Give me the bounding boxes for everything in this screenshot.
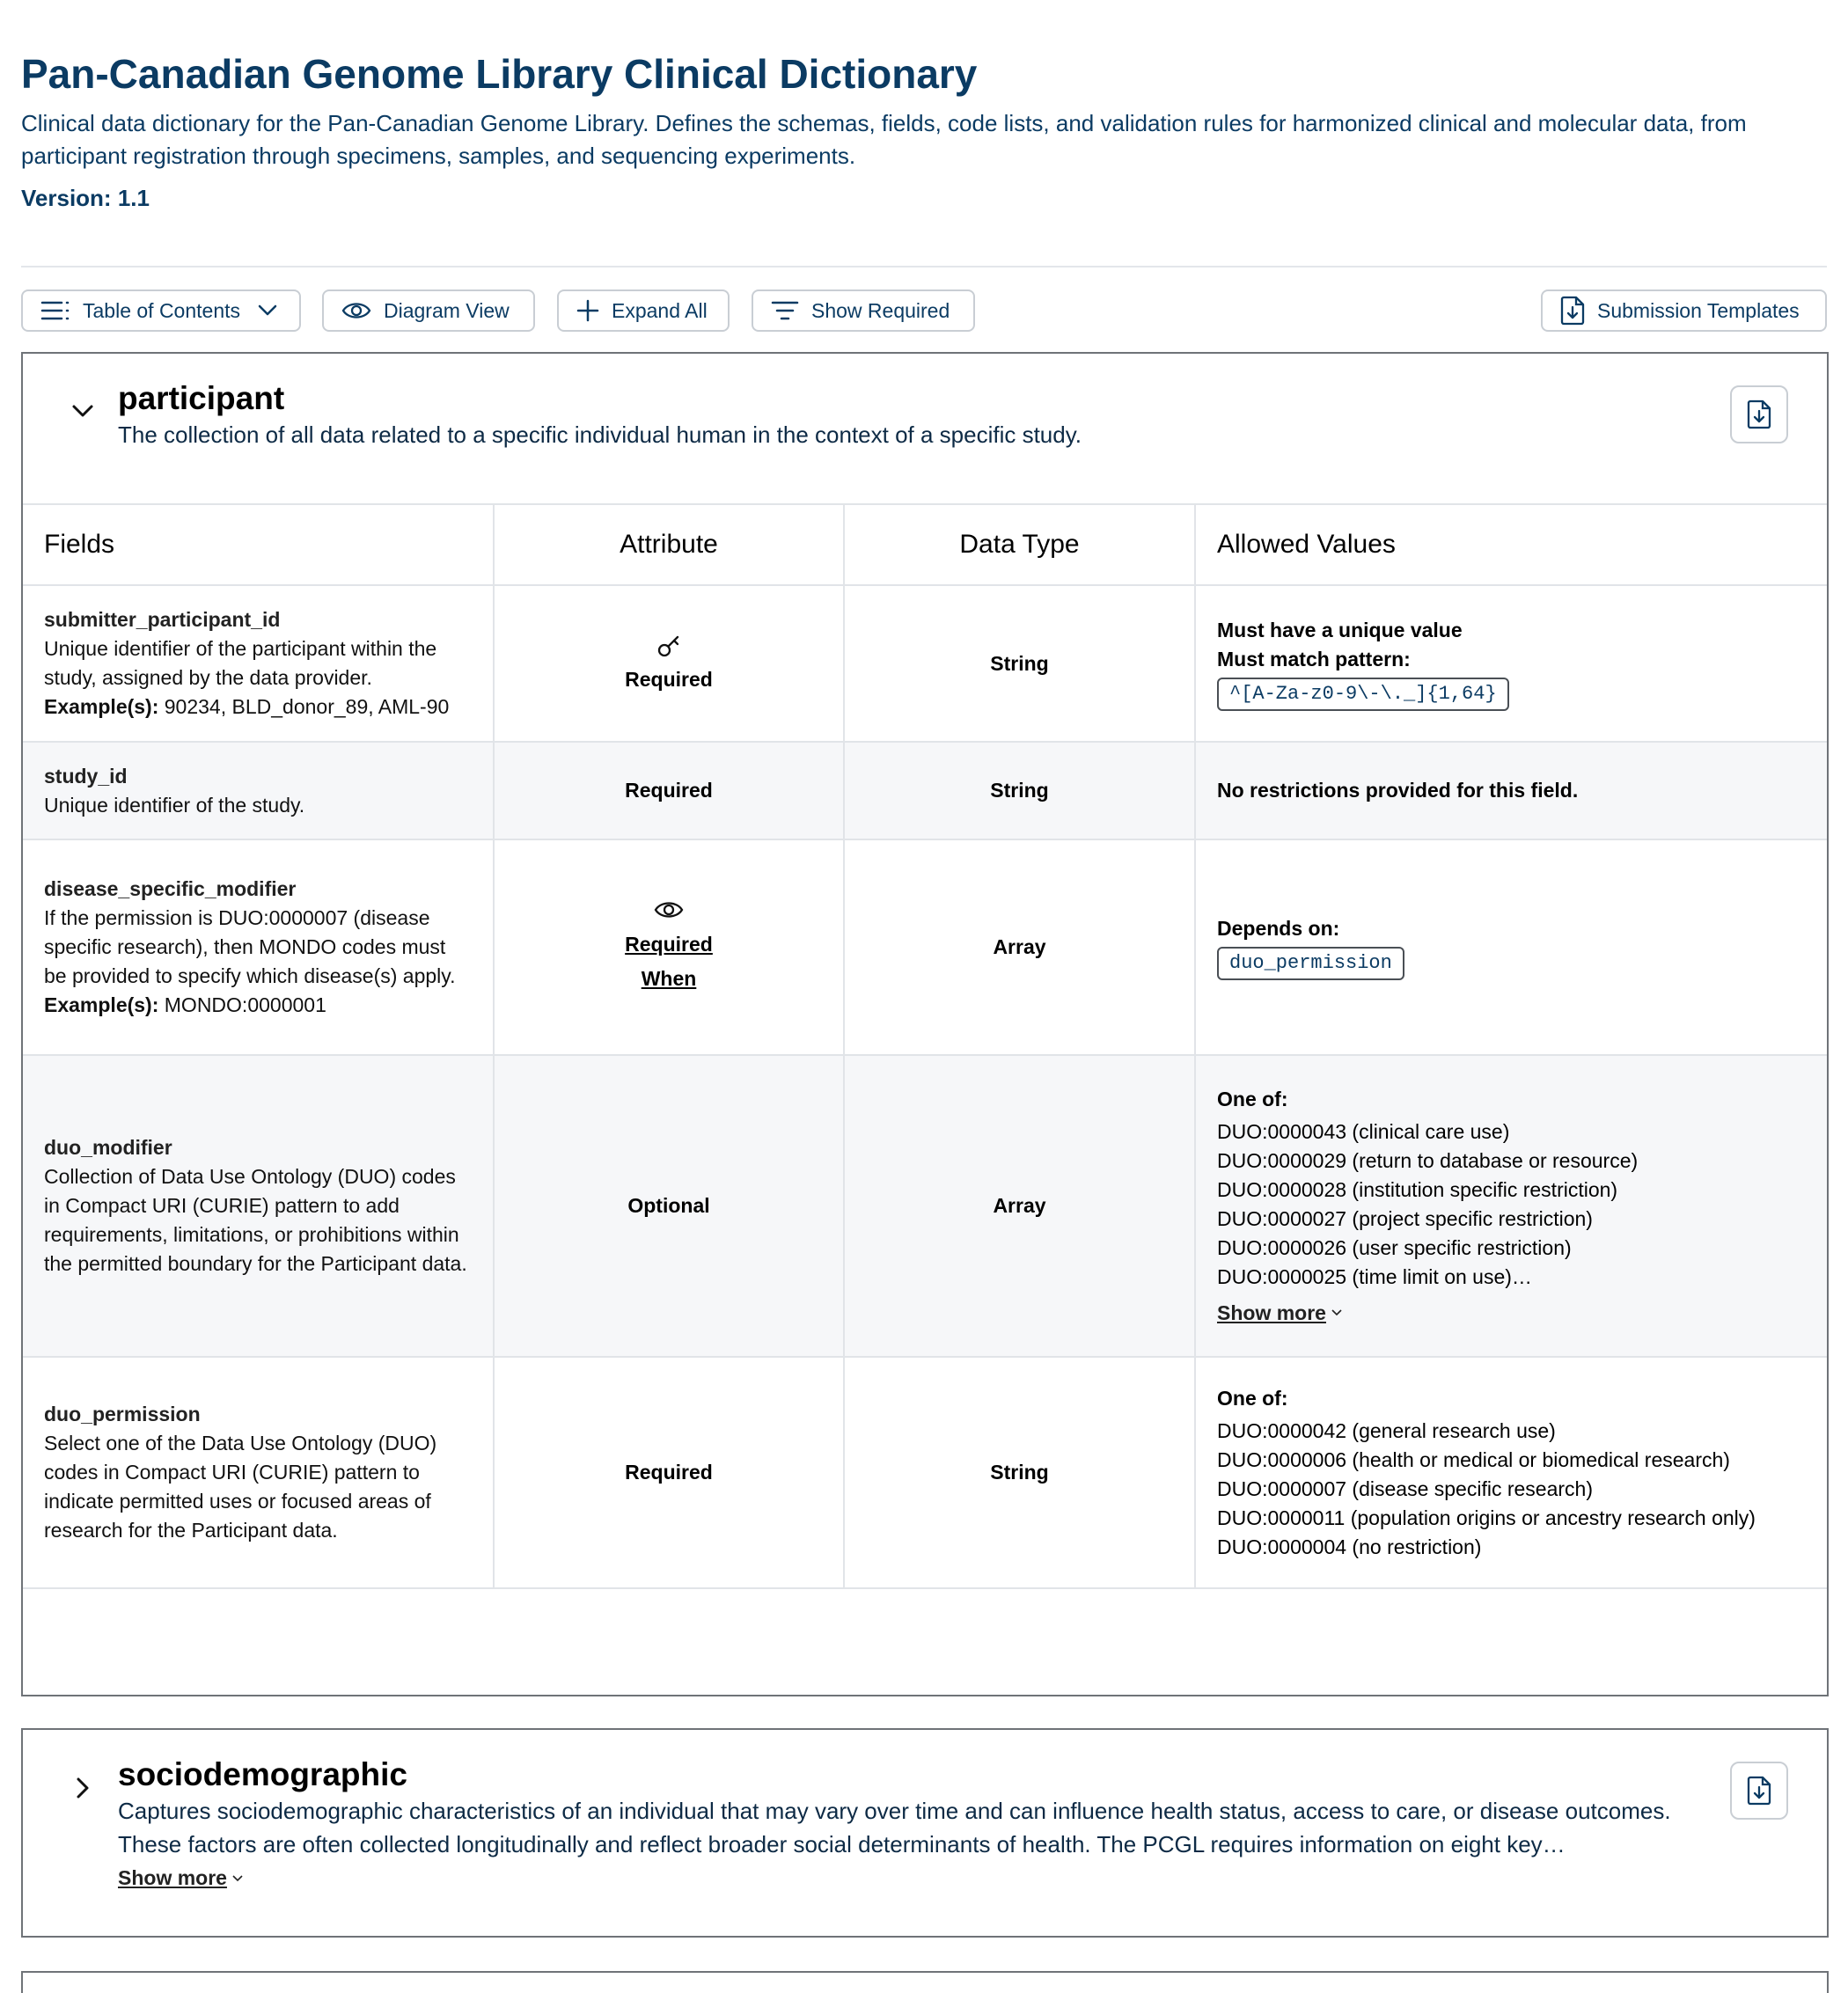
- field-name: study_id: [44, 764, 128, 788]
- attribute-cell: Required: [494, 742, 844, 839]
- section-header: [23, 354, 1827, 503]
- section-title[interactable]: sociodemographic: [118, 1756, 407, 1792]
- diagram-view-label: Diagram View: [384, 298, 510, 322]
- unique-restriction: Must have a unique value: [1217, 619, 1463, 641]
- depends-on-label: Depends on:: [1217, 917, 1340, 940]
- allowed-value: DUO:0000004 (no restriction): [1217, 1535, 1482, 1558]
- allowed-values-cell: [1195, 1055, 1827, 1357]
- column-header-data-type: Data Type: [844, 504, 1195, 585]
- one-of-label: One of:: [1217, 1386, 1288, 1410]
- expand-all-label: Expand All: [612, 298, 708, 322]
- allowed-value: DUO:0000006 (health or medical or biomedical research): [1217, 1447, 1730, 1471]
- allowed-values-cell: No restrictions provided for this field.: [1195, 742, 1827, 839]
- field-description: Unique identifier of the participant within the study, assigned by the data provider.: [44, 637, 437, 689]
- diagram-view-button[interactable]: [322, 289, 535, 332]
- page-title: Pan-Canadian Genome Library Clinical Dictionary: [21, 51, 978, 97]
- data-type-cell: String: [844, 1357, 1195, 1588]
- expand-all-button[interactable]: [557, 289, 730, 332]
- list-icon: [40, 299, 70, 322]
- field-description: Select one of the Data Use Ontology (DUO) codes in Compact URI (CURIE) pattern to indicate permitted uses or focused areas of research for the Participant data.: [44, 1432, 437, 1542]
- page-description: Clinical data dictionary for the Pan-Canadian Genome Library. Defines the schemas, fields, code lists, and validation rules for harmonized clinical and molecular data, from participant registration through specimens, samples, and sequencing experiments.: [21, 110, 1747, 169]
- filter-icon: [771, 300, 799, 321]
- data-type-cell: Array: [844, 839, 1195, 1055]
- table-row: [23, 839, 1827, 1055]
- key-icon: [656, 634, 682, 660]
- file-download-icon: [1560, 296, 1585, 326]
- eye-icon: [341, 300, 371, 321]
- attribute-cell: [494, 585, 844, 742]
- page-header: [21, 49, 1827, 212]
- field-cell: [23, 742, 494, 839]
- section-description: The collection of all data related to a specific individual human in the context of a specific study.: [118, 421, 1082, 448]
- download-template-button[interactable]: [1730, 385, 1788, 443]
- toc-label: Table of Contents: [83, 298, 241, 322]
- field-description: Unique identifier of the study.: [44, 793, 305, 817]
- file-download-icon: [1747, 399, 1771, 429]
- table-row: [23, 1055, 1827, 1357]
- regex-pattern: ^[A-Za-z0-9\-\._]{1,64}: [1217, 678, 1509, 711]
- required-when-link[interactable]: Required When: [625, 932, 713, 990]
- file-download-icon: [1747, 1776, 1771, 1806]
- table-of-contents-button[interactable]: [21, 289, 301, 332]
- chevron-down-icon[interactable]: [67, 396, 99, 428]
- field-name: disease_specific_modifier: [44, 877, 297, 900]
- allowed-value: DUO:0000029 (return to database or resource): [1217, 1148, 1639, 1172]
- allowed-value: DUO:0000028 (institution specific restriction): [1217, 1177, 1618, 1201]
- one-of-label: One of:: [1217, 1087, 1288, 1110]
- allowed-value: DUO:0000043 (clinical care use): [1217, 1119, 1510, 1143]
- allowed-values-cell: [1195, 1357, 1827, 1588]
- show-more-link[interactable]: Show more: [118, 1866, 243, 1890]
- submission-templates-label: Submission Templates: [1597, 298, 1800, 322]
- show-required-button[interactable]: [752, 289, 975, 332]
- allowed-value: DUO:0000042 (general research use): [1217, 1418, 1556, 1442]
- toolbar: [21, 289, 1827, 332]
- field-example: Example(s): MONDO:0000001: [44, 993, 326, 1016]
- schema-section-sociodemographic: [21, 1728, 1829, 1938]
- attribute-cell: Optional: [494, 1055, 844, 1357]
- chevron-down-icon: [232, 1875, 243, 1882]
- attribute-cell: [494, 839, 844, 1055]
- column-header-attribute: Attribute: [494, 504, 844, 585]
- section-header: [23, 1730, 1827, 1889]
- allowed-values-cell: [1195, 585, 1827, 742]
- field-name: duo_modifier: [44, 1136, 172, 1159]
- attribute-cell: Required: [494, 1357, 844, 1588]
- section-description: Captures sociodemographic characteristics of an individual that may vary over time and can influence health status, access to care, or disease outcomes. These factors are often collected longitudinally and reflect broader social determinants of health. The PCGL requires information on eight key…: [118, 1798, 1671, 1857]
- plus-icon: [576, 299, 599, 322]
- allowed-value: DUO:0000007 (disease specific research): [1217, 1476, 1593, 1500]
- field-cell: [23, 1357, 494, 1588]
- table-row: [23, 742, 1827, 839]
- allowed-value: DUO:0000011 (population origins or ancestry research only): [1217, 1506, 1756, 1529]
- schema-section-next: [21, 1971, 1829, 1993]
- allowed-value: DUO:0000026 (user specific restriction): [1217, 1235, 1572, 1259]
- data-type-cell: String: [844, 742, 1195, 839]
- submission-templates-button[interactable]: [1541, 289, 1827, 332]
- allowed-value: DUO:0000027 (project specific restriction): [1217, 1206, 1593, 1230]
- chevron-down-icon: [258, 304, 277, 317]
- field-example: Example(s): 90234, BLD_donor_89, AML-90: [44, 695, 450, 718]
- column-header-fields: Fields: [23, 504, 494, 585]
- field-description: If the permission is DUO:0000007 (disease specific research), then MONDO codes must be provided to specify which disease(s) apply.: [44, 906, 456, 987]
- field-name: duo_permission: [44, 1403, 201, 1425]
- eye-icon: [654, 899, 684, 920]
- chevron-down-icon: [1331, 1309, 1342, 1316]
- chevron-right-icon[interactable]: [67, 1772, 99, 1804]
- field-cell: [23, 1055, 494, 1357]
- section-title[interactable]: participant: [118, 380, 285, 416]
- allowed-values-cell: [1195, 839, 1827, 1055]
- data-type-cell: String: [844, 585, 1195, 742]
- field-name: submitter_participant_id: [44, 608, 281, 631]
- download-template-button[interactable]: [1730, 1762, 1788, 1820]
- show-required-label: Show Required: [811, 298, 950, 322]
- depends-on-field[interactable]: duo_permission: [1217, 947, 1404, 980]
- table-header-row: [23, 504, 1827, 585]
- attribute-label: Required: [625, 667, 713, 691]
- pattern-label: Must match pattern:: [1217, 648, 1411, 670]
- fields-table: [23, 503, 1827, 1589]
- header-divider: [21, 266, 1827, 267]
- allowed-value: DUO:0000025 (time limit on use)…: [1217, 1264, 1532, 1288]
- version-label: Version: 1.1: [21, 185, 150, 211]
- field-description: Collection of Data Use Ontology (DUO) codes in Compact URI (CURIE) pattern to add requirements, limitations, or prohibitions within the permitted boundary for the Participant data.: [44, 1165, 467, 1275]
- data-type-cell: Array: [844, 1055, 1195, 1357]
- schema-section-participant: [21, 352, 1829, 1696]
- field-cell: [23, 839, 494, 1055]
- table-row: [23, 585, 1827, 742]
- column-header-allowed-values: Allowed Values: [1195, 504, 1827, 585]
- table-row: [23, 1357, 1827, 1588]
- field-cell: [23, 585, 494, 742]
- show-more-link[interactable]: Show more: [1217, 1299, 1342, 1328]
